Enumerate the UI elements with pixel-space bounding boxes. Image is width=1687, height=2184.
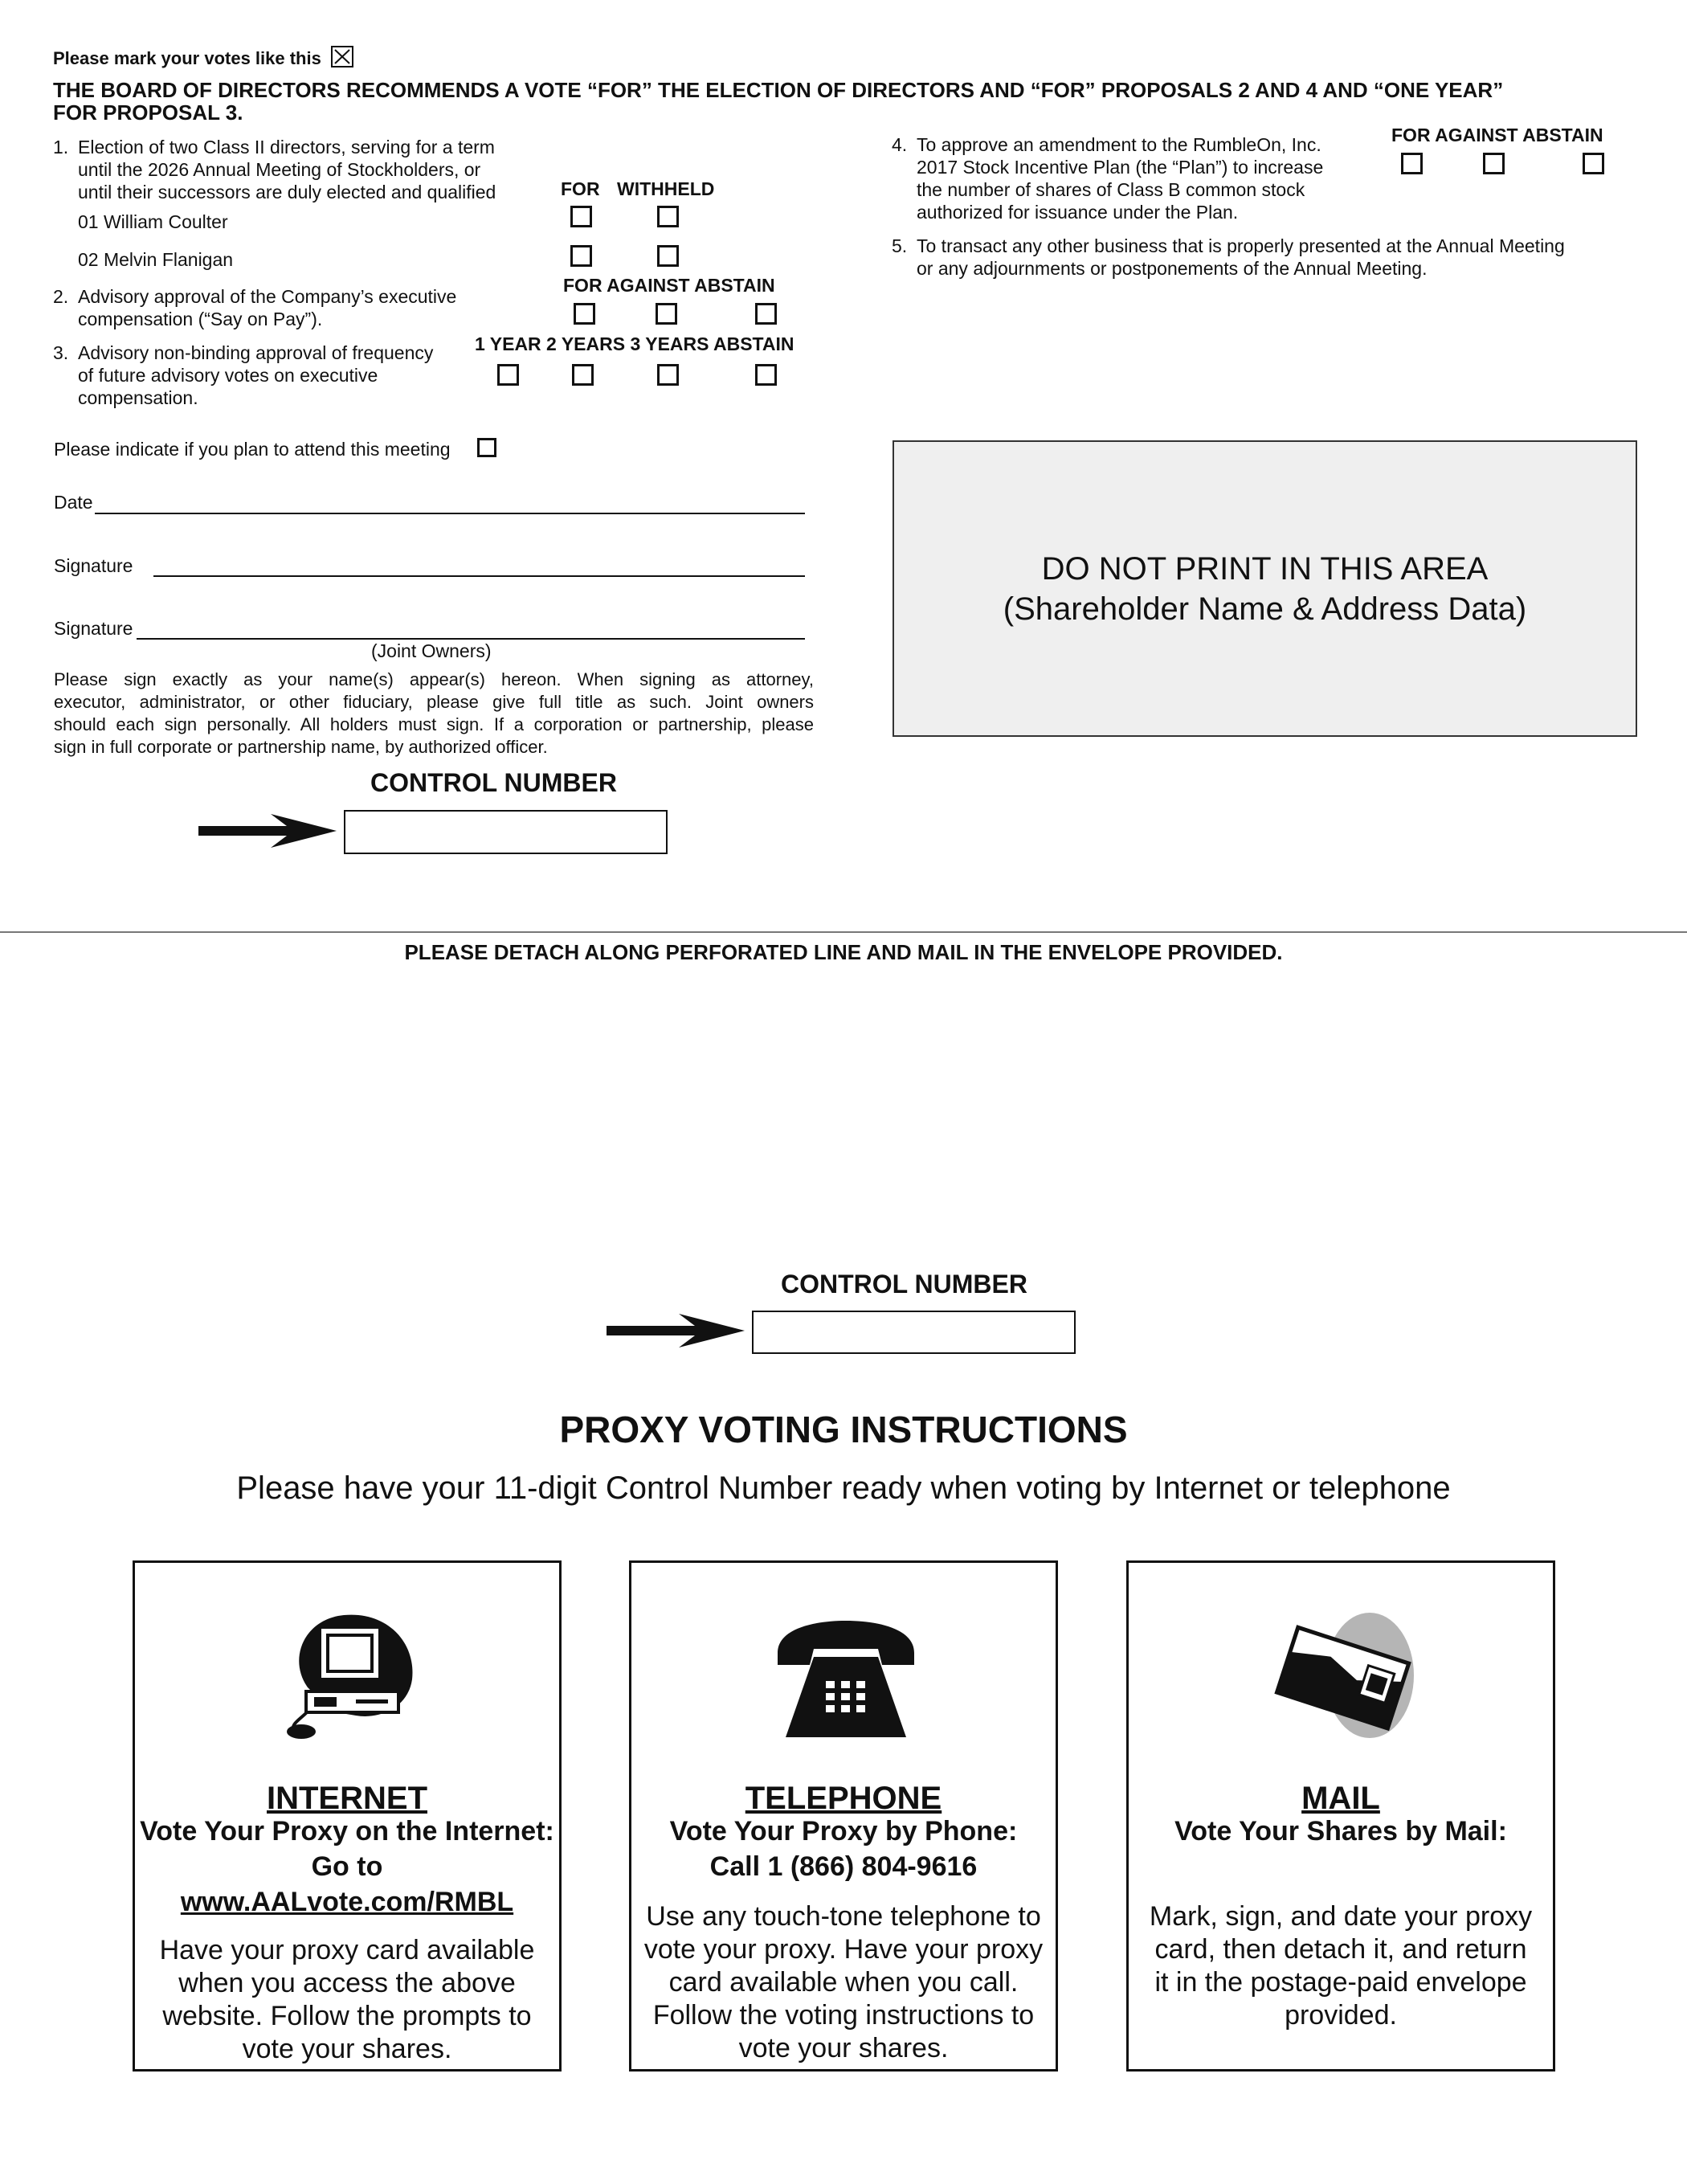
- proposal-4-header: FOR AGAINST ABSTAIN: [1391, 125, 1603, 145]
- date-field[interactable]: [95, 513, 805, 514]
- address-area-line-2: (Shareholder Name & Address Data): [1003, 591, 1527, 627]
- mark-instruction: Please mark your votes like this: [53, 43, 353, 70]
- proposal-2-abstain-checkbox[interactable]: [755, 303, 777, 325]
- proposal-1-for-header: FOR: [561, 178, 600, 199]
- mail-panel: [1126, 1560, 1555, 2072]
- proposal-4-abstain-checkbox[interactable]: [1583, 153, 1604, 174]
- proposal-3-one-year-checkbox[interactable]: [497, 364, 519, 386]
- control-number-box-bottom: [752, 1311, 1076, 1354]
- nominee-2-label: 02 Melvin Flanigan: [78, 249, 234, 270]
- detach-notice: PLEASE DETACH ALONG PERFORATED LINE AND MAIL IN THE ENVELOPE PROVIDED.: [404, 940, 1283, 964]
- instructions-subtitle: Please have your 11-digit Control Number ready when voting by Internet or telephone: [236, 1470, 1451, 1506]
- mail-sub-1: Vote Your Shares by Mail:: [1174, 1816, 1507, 1847]
- proposal-3-abstain-checkbox[interactable]: [755, 364, 777, 386]
- telephone-sub-1: Vote Your Proxy by Phone:: [669, 1816, 1018, 1847]
- proposal-1-withheld-header: WITHHELD: [617, 178, 715, 199]
- nominee-1-for-checkbox[interactable]: [570, 206, 592, 227]
- arrow-right-icon: [198, 814, 337, 848]
- proposal-4-against-checkbox[interactable]: [1483, 153, 1505, 174]
- instructions-title: PROXY VOTING INSTRUCTIONS: [559, 1409, 1128, 1450]
- proposal-3-three-years-checkbox[interactable]: [657, 364, 679, 386]
- telephone-icon: [774, 1621, 918, 1741]
- control-number-box-top: [344, 810, 668, 854]
- date-label: Date: [54, 492, 93, 513]
- proposal-2-header: FOR AGAINST ABSTAIN: [563, 275, 775, 296]
- mail-body: Mark, sign, and date your proxy card, then detach it, and return it in the postage-paid envelope provided.: [1149, 1901, 1533, 2031]
- proposal-2-against-checkbox[interactable]: [656, 303, 677, 325]
- board-recommendation: THE BOARD OF DIRECTORS RECOMMENDS A VOTE “FOR” THE ELECTION OF DIRECTORS AND “FOR” PROPOSALS 2 AND 4 AND “ONE YEAR” FOR PROPOSAL 3.: [53, 78, 1504, 125]
- nominee-2-for-checkbox[interactable]: [570, 245, 592, 267]
- telephone-sub-2: Call 1 (866) 804-9616: [709, 1851, 978, 1882]
- internet-body: Have your proxy card available when you access the above website. Follow the prompts to vote your shares.: [159, 1935, 535, 2064]
- shareholder-address-area: [893, 440, 1637, 737]
- signature-2-label: Signature: [54, 618, 133, 639]
- signing-instructions: Please sign exactly as your name(s) appear(s) hereon. When signing as attorney, executor, administrator, or other fiduciary, please give full title as such. Joint owners should each sign personally. All holders must sign. If a corporation or partnership, please sign in full corporate or partnership name, by authorized officer.: [54, 669, 814, 757]
- mail-envelope-icon: [1269, 1611, 1418, 1740]
- signature-2-field[interactable]: [137, 638, 805, 640]
- control-number-label-bottom: CONTROL NUMBER: [781, 1270, 1027, 1299]
- internet-link[interactable]: www.AALvote.com/RMBL: [180, 1887, 514, 1917]
- internet-sub-1: Vote Your Proxy on the Internet:: [140, 1816, 554, 1847]
- nominee-2-withheld-checkbox[interactable]: [657, 245, 679, 267]
- joint-owners-label: (Joint Owners): [371, 640, 492, 661]
- telephone-body: Use any touch-tone telephone to vote your proxy. Have your proxy card available when you call. Follow the voting instructions to vote your shares.: [643, 1901, 1044, 2063]
- telephone-panel: [629, 1560, 1058, 2072]
- signature-1-field[interactable]: [153, 575, 805, 577]
- control-number-label-top: CONTROL NUMBER: [370, 768, 617, 797]
- address-area-line-1: DO NOT PRINT IN THIS AREA: [1041, 551, 1489, 587]
- internet-title: INTERNET: [267, 1781, 427, 1816]
- proposal-3-two-years-checkbox[interactable]: [572, 364, 594, 386]
- internet-sub-2: Go to: [311, 1851, 383, 1882]
- proposal-2-for-checkbox[interactable]: [574, 303, 595, 325]
- telephone-title: TELEPHONE: [745, 1781, 942, 1816]
- arrow-right-icon: [607, 1314, 745, 1348]
- proposal-3-header: 1 YEAR 2 YEARS 3 YEARS ABSTAIN: [475, 333, 794, 354]
- nominee-1-withheld-checkbox[interactable]: [657, 206, 679, 227]
- attend-meeting-checkbox[interactable]: [477, 438, 496, 457]
- mail-title: MAIL: [1301, 1781, 1380, 1816]
- perforated-line: [0, 931, 1687, 933]
- nominee-1-label: 01 William Coulter: [78, 211, 228, 232]
- mark-example-icon: [331, 46, 353, 67]
- proposal-4-for-checkbox[interactable]: [1401, 153, 1423, 174]
- computer-icon: [284, 1611, 420, 1740]
- attend-meeting-label: Please indicate if you plan to attend this meeting: [54, 439, 451, 460]
- signature-1-label: Signature: [54, 555, 133, 576]
- internet-panel: [133, 1560, 562, 2072]
